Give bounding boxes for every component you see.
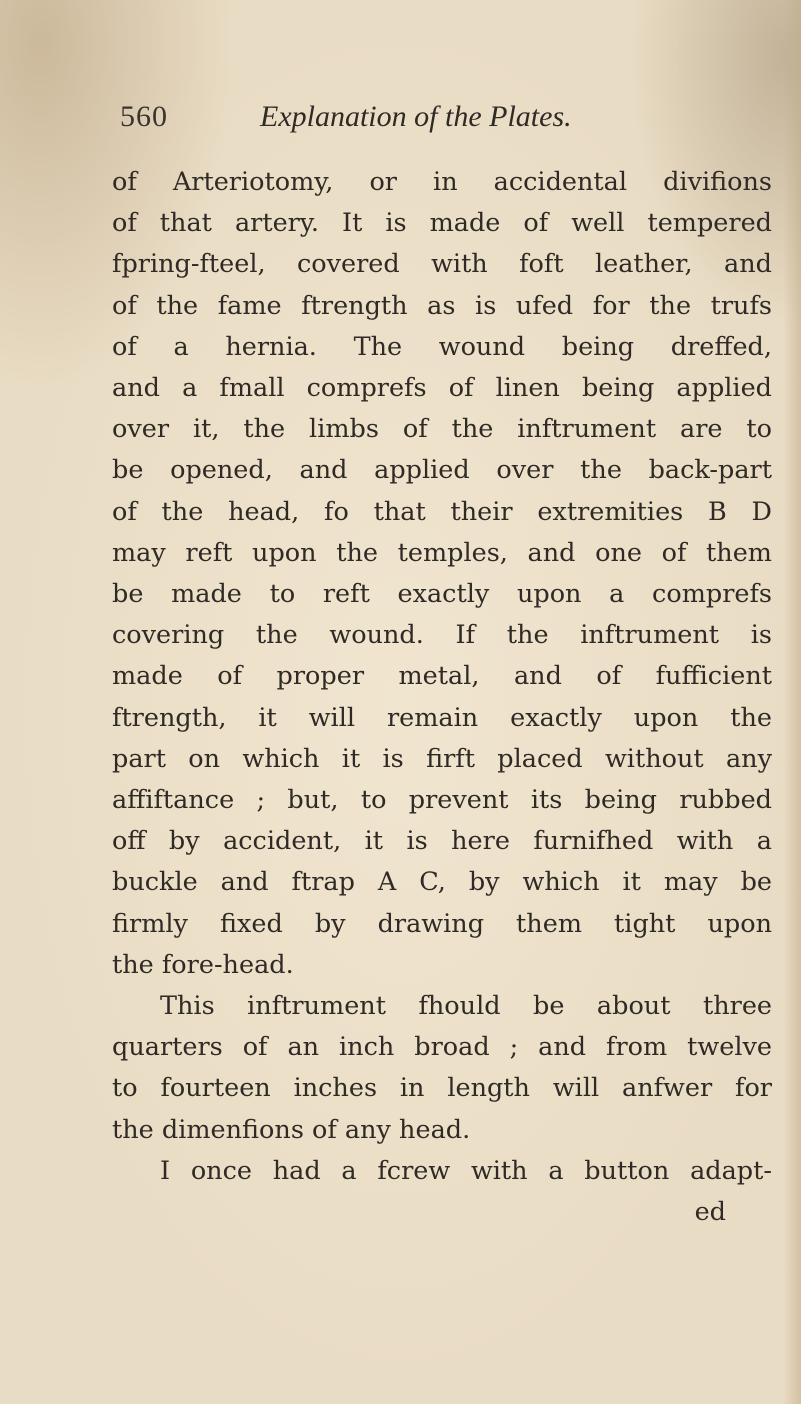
text-line: the dimenfions of any head. <box>112 1114 471 1145</box>
text-line: buckle and ftrap A C, by which it may be <box>112 867 772 898</box>
page-edge-shadow <box>783 0 801 1404</box>
text-line: part on which it is firft placed without any <box>112 743 772 774</box>
text-line: affiftance ; but, to prevent its being rubbed <box>112 785 772 816</box>
catchword: ed <box>694 1197 726 1228</box>
running-head: Explanation of the Plates. <box>260 100 572 133</box>
text-line: of that artery. It is made of well tempered <box>112 208 772 239</box>
text-line: of Arteriotomy, or in accidental divifions <box>112 167 772 197</box>
text-line: quarters of an inch broad ; and from twelve <box>112 1032 772 1063</box>
text-line: of the fame ftrength as is ufed for the trufs <box>112 290 772 321</box>
text-line: covering the wound. If the inftrument is <box>112 620 772 651</box>
page-number: 560 <box>120 100 168 133</box>
text-line: to fourteen inches in length will anfwer for <box>112 1073 772 1104</box>
text-line: the fore-head. <box>112 949 294 980</box>
text-line: and a fmall comprefs of linen being applied <box>112 373 772 404</box>
text-line: of the head, fo that their extremities B D <box>112 496 772 527</box>
text-line: This inftrument fhould be about three <box>160 991 772 1022</box>
page-header <box>120 100 680 150</box>
body-text <box>112 162 772 1233</box>
text-line: I once had a fcrew with a button adapt- <box>160 1155 772 1186</box>
text-line: ftrength, it will remain exactly upon the <box>112 702 772 733</box>
text-line: may reft upon the temples, and one of them <box>112 537 772 568</box>
text-line: made of proper metal, and of fufficient <box>112 661 772 692</box>
text-line: be made to reft exactly upon a comprefs <box>112 579 772 610</box>
text-line: over it, the limbs of the inftrument are to <box>112 414 772 445</box>
text-line: fpring-fteel, covered with foft leather, and <box>112 249 772 280</box>
text-line: firmly fixed by drawing them tight upon <box>112 908 772 939</box>
text-line: of a hernia. The wound being dreffed, <box>112 331 772 362</box>
text-line: be opened, and applied over the back-part <box>112 455 772 486</box>
text-line: off by accident, it is here furnifhed with a <box>112 826 772 857</box>
